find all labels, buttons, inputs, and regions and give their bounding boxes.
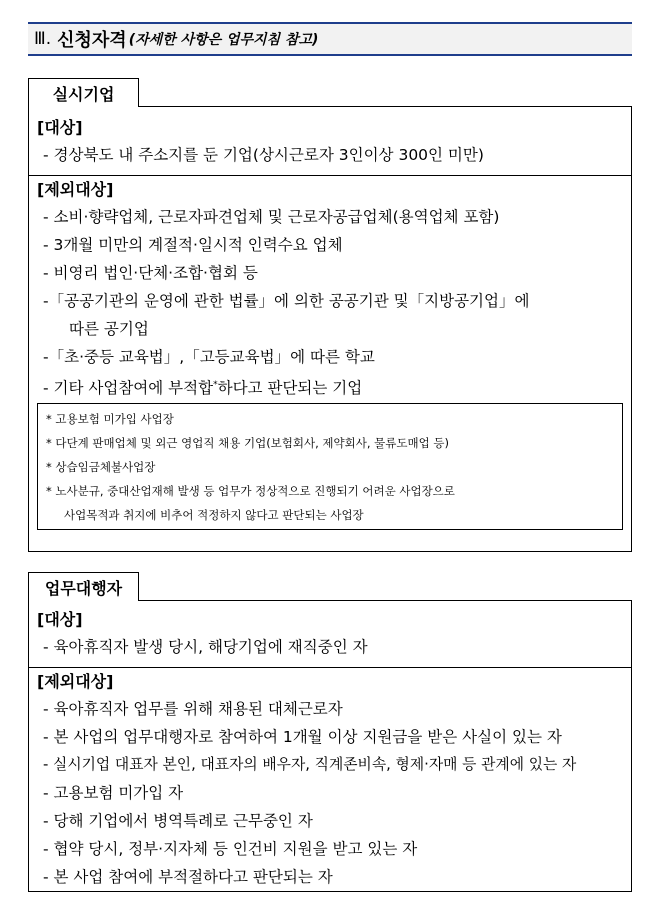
tab-work-substitute: 업무대행자 xyxy=(28,572,139,601)
footnote-item: * 상습임금체불사업장 xyxy=(46,460,156,474)
exclude-heading: [제외대상] xyxy=(37,180,114,199)
tab-implementing-company: 실시기업 xyxy=(28,78,139,107)
exclude-item: - 본 사업 참여에 부적절하다고 판단되는 자 xyxy=(43,868,333,886)
exclude-item-text: 하다고 판단되는 기업 xyxy=(217,379,363,398)
exclude-item: - 본 사업의 업무대행자로 참여하여 1개월 이상 지원금을 받은 사실이 있는 자 xyxy=(43,728,562,746)
divider xyxy=(29,175,631,176)
exclude-item: - 협약 당시, 정부·지자체 등 인건비 지원을 받고 있는 자 xyxy=(43,840,418,858)
exclude-item: - 실시기업 대표자 본인, 대표자의 배우자, 직계존비속, 형제·자매 등 관계에 있는 자 xyxy=(43,756,577,773)
exclude-item: - 육아휴직자 업무를 위해 채용된 대체근로자 xyxy=(43,700,343,718)
exclude-item: - 고용보험 미가입 자 xyxy=(43,784,184,802)
section-subtitle: (자세한 사항은 업무지침 참고) xyxy=(128,32,319,48)
exclude-item xyxy=(29,371,631,399)
exclude-heading: [제외대상] xyxy=(37,672,114,691)
target-heading: [대상] xyxy=(37,118,83,137)
target-heading: [대상] xyxy=(37,610,83,629)
exclude-item: - 3개월 미만의 계절적·일시적 인력수요 업체 xyxy=(43,236,343,254)
exclude-item: -「초·중등 교육법」,「고등교육법」에 따른 학교 xyxy=(43,348,375,366)
footnote-mark: * xyxy=(213,380,218,390)
exclude-item: - 당해 기업에서 병역특례로 근무중인 자 xyxy=(43,812,313,830)
exclude-item-text: - 기타 사업참여에 부적합 xyxy=(43,379,214,398)
footnote-item-continuation: 사업목적과 취지에 비추어 적정하지 않다고 판단되는 사업장 xyxy=(64,508,364,522)
exclude-item: -「공공기관의 운영에 관한 법률」에 의한 공공기관 및「지방공기업」에 xyxy=(43,292,530,310)
footnote-item: * 고용보험 미가입 사업장 xyxy=(46,412,174,426)
footnote-box xyxy=(37,403,623,530)
exclude-item-continuation: 따른 공기업 xyxy=(69,320,149,338)
target-item: - 육아휴직자 발생 당시, 해당기업에 재직중인 자 xyxy=(43,638,368,656)
section-header xyxy=(28,22,632,56)
footnote-item: * 다단계 판매업체 및 외근 영업직 채용 기업(보험회사, 제약회사, 물류도매업 등) xyxy=(46,436,449,450)
exclude-item: - 비영리 법인·단체·조합·협회 등 xyxy=(43,264,258,282)
section-number: Ⅲ. xyxy=(34,29,52,49)
footnote-item: * 노사분규, 중대산업재해 발생 등 업무가 정상적으로 진행되기 어려운 사업장으로 xyxy=(46,484,455,498)
target-item: - 경상북도 내 주소지를 둔 기업(상시근로자 3인이상 300인 미만) xyxy=(43,146,484,164)
exclude-item: - 소비·향략업체, 근로자파견업체 및 근로자공급업체(용역업체 포함) xyxy=(43,208,500,226)
section-title: 신청자격 xyxy=(57,30,127,51)
implementing-company-box xyxy=(28,106,632,552)
work-substitute-box xyxy=(28,600,632,892)
divider xyxy=(29,667,631,668)
